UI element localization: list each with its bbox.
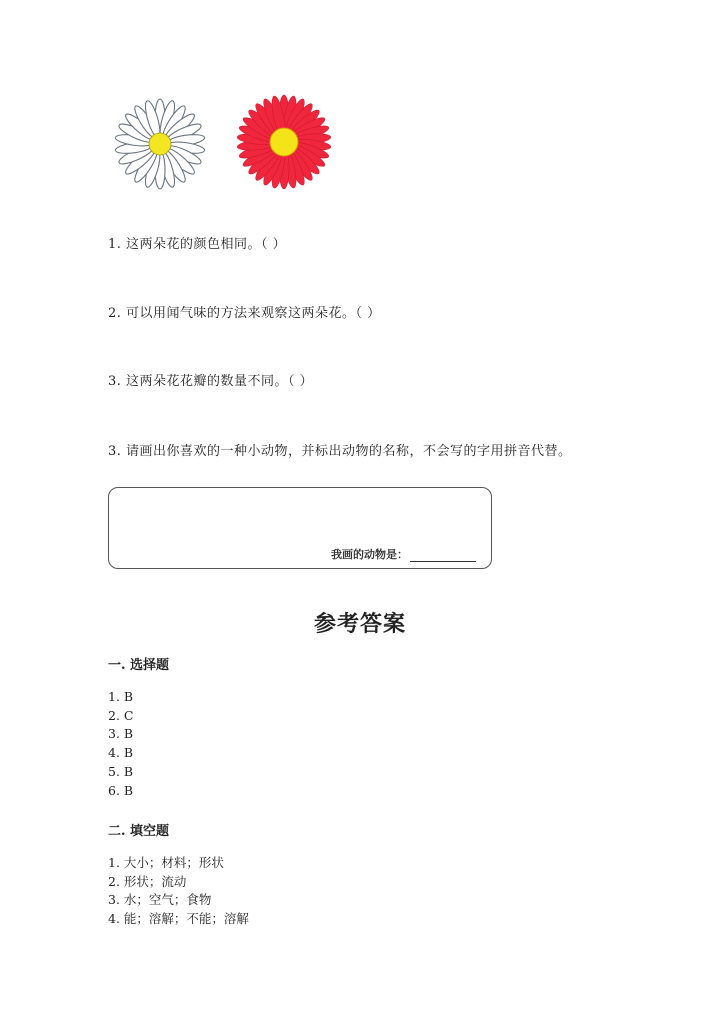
answer-item: 3. B xyxy=(108,726,134,742)
drawing-box[interactable] xyxy=(108,487,492,569)
answer-item: 5. B xyxy=(108,763,134,779)
answer-item: 1. 大小；材料；形状 xyxy=(108,855,224,870)
answer-item: 1. B xyxy=(108,689,134,704)
question-1: 1. 这两朵花的颜色相同。（ ） xyxy=(108,237,287,252)
drawing-label-row xyxy=(331,546,476,562)
section-1-list xyxy=(108,688,133,800)
drawing-label: 我画的动物是： xyxy=(331,548,408,561)
answers-title: 参考答案 xyxy=(313,611,406,637)
answer-item: 3. 水；空气；食物 xyxy=(108,892,212,908)
section-2-list xyxy=(108,854,249,929)
drawing-prompt: 3. 请画出你喜欢的一种小动物，并标出动物的名称，不会写的字用拼音代替。 xyxy=(108,444,572,459)
answer-item: 2. 形状；流动 xyxy=(108,873,187,889)
question-3: 3. 这两朵花花瓣的数量不同。（ ） xyxy=(108,374,314,389)
answer-item: 4. 能；溶解；不能；溶解 xyxy=(108,911,249,927)
animal-name-blank[interactable] xyxy=(410,549,476,562)
answer-item: 6. B xyxy=(108,782,134,798)
answer-item: 4. B xyxy=(108,745,134,761)
white-daisy-image xyxy=(106,96,216,196)
question-2: 2. 可以用闻气味的方法来观察这两朵花。（ ） xyxy=(108,306,381,321)
section-2-heading: 二. 填空题 xyxy=(108,824,170,839)
red-daisy-image xyxy=(230,94,340,194)
section-1-heading: 一. 选择题 xyxy=(108,658,170,673)
answer-item: 2. C xyxy=(108,707,134,723)
